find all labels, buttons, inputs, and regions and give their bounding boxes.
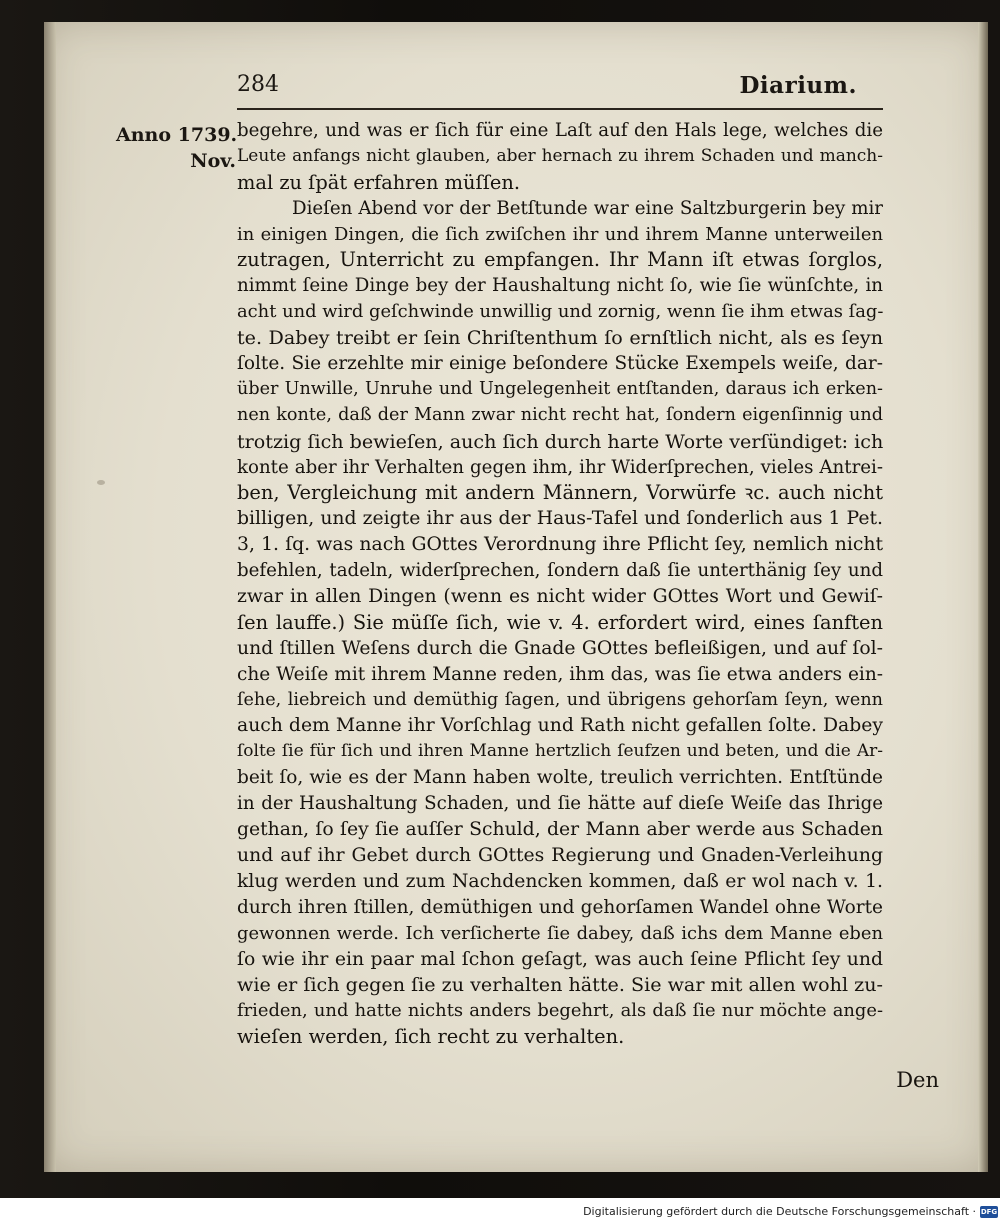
text-line: beit ſo, wie es der Mann haben wolte, treulich verrichten. Entſtünde	[237, 767, 883, 789]
text-line: ben, Vergleichung mit andern Männern, Vorwürfe ꝛc. auch nicht	[237, 481, 883, 505]
text-line: ſolte ſie für ſich und ihren Manne hertzlich ſeufzen und beten, und die Ar-	[237, 741, 883, 762]
ink-spot	[97, 480, 105, 485]
text-line: Dieſen Abend vor der Betſtunde war eine Saltzburgerin bey mir	[292, 197, 883, 219]
margin-note-month: Nov.	[190, 150, 236, 172]
text-line: konte aber ihr Verhalten gegen ihm, ihr Widerſprechen, vieles Antrei-	[237, 456, 883, 478]
text-line: 3, 1. ſq. was nach GOttes Verordnung ihre Pflicht ſey, nemlich nicht	[237, 534, 883, 556]
text-line: ſehe, liebreich und demüthig ſagen, und übrigens gehorſam ſeyn, wenn	[237, 689, 883, 710]
digitization-footer	[0, 1198, 1000, 1226]
text-line: über Unwille, Unruhe und Ungelegenheit entſtanden, daraus ich erken-	[237, 378, 883, 399]
text-line: che Weiſe mit ihrem Manne reden, ihm das, was ſie etwa anders ein-	[237, 663, 883, 685]
text-line: ſolte. Sie erzehlte mir einige beſondere Stücke Exempels weiſe, dar-	[237, 353, 883, 375]
text-line: trotzig ſich bewieſen, auch ſich durch harte Worte verſündiget: ich	[237, 429, 883, 453]
text-line: Leute anfangs nicht glauben, aber hernach zu ihrem Schaden und manch-	[237, 145, 883, 166]
text-line: in der Haushaltung Schaden, und ſie hätte auf dieſe Weiſe das Ihrige	[237, 793, 883, 815]
text-line: gewonnen werde. Ich verſicherte ſie dabey, daß ichs dem Manne eben	[237, 922, 883, 944]
text-line: ſo wie ihr ein paar mal ſchon geſagt, was auch ſeine Pflicht ſey und	[237, 948, 883, 970]
text-line: begehre, und was er ſich für eine Laſt auf den Hals lege, welches die	[237, 120, 883, 141]
text-line: durch ihren ſtillen, demüthigen und gehorſamen Wandel ohne Worte	[237, 896, 883, 918]
text-line: wie er ſich gegen ſie zu verhalten hätte. Sie war mit allen wohl zu-	[237, 973, 883, 997]
text-line: befehlen, tadeln, widerſprechen, ſondern daß ſie unterthänig ſey und	[237, 560, 883, 582]
running-head: Diarium.	[739, 72, 857, 99]
text-line: klug werden und zum Nachdencken kommen, daß er wol nach v. 1.	[237, 870, 883, 892]
page-edge	[978, 22, 988, 1172]
text-line: nen konte, daß der Mann zwar nicht recht hat, ſondern eigenſinnig und	[237, 404, 883, 425]
page-number: 284	[237, 72, 279, 97]
text-line: ſen lauffe.) Sie müſſe ſich, wie v. 4. erfordert wird, eines ſanften	[237, 610, 883, 634]
page-gutter	[44, 22, 56, 1172]
margin-note	[116, 122, 236, 174]
text-line: und ſtillen Weſens durch die Gnade GOttes befleißigen, und auf ſol-	[237, 637, 883, 659]
text-line: gethan, ſo ſey ſie auſſer Schuld, der Mann aber werde aus Schaden	[237, 819, 883, 841]
text-line: und auf ihr Gebet durch GOttes Regierung und Gnaden-Verleihung	[237, 844, 883, 866]
header-rule	[237, 108, 883, 110]
text-line: zwar in allen Dingen (wenn es nicht wider GOttes Wort und Gewiſ-	[237, 586, 883, 608]
text-line: in einigen Dingen, die ſich zwiſchen ihr und ihrem Manne unterweilen	[237, 223, 883, 245]
margin-note-year: Anno 1739.	[116, 124, 238, 146]
text-line: te. Dabey treibt er ſein Chriſtenthum ſo ernſtlich nicht, als es ſeyn	[237, 326, 883, 350]
dfg-logo: DFG	[980, 1208, 998, 1216]
text-line: zutragen, Unterricht zu empfangen. Ihr Mann iſt etwas ſorglos,	[237, 248, 883, 272]
text-line: mal zu ſpät erfahren müſſen.	[237, 170, 521, 194]
page-header	[237, 72, 857, 102]
text-line: auch dem Manne ihr Vorſchlag und Rath nicht gefallen ſolte. Dabey	[237, 715, 883, 737]
catchword: Den	[896, 1068, 939, 1092]
text-line: wieſen werden, ſich recht zu verhalten.	[237, 1025, 625, 1049]
body-text	[237, 118, 883, 1050]
text-line: frieden, und hatte nichts anders begehrt, als daß ſie nur möchte ange-	[237, 1000, 883, 1022]
text-line: acht und wird geſchwinde unwillig und zornig, wenn ſie ihm etwas ſag-	[237, 301, 883, 323]
text-line: nimmt ſeine Dinge bey der Haushaltung nicht ſo, wie ſie wünſchte, in	[237, 275, 883, 297]
text-line: billigen, und zeigte ihr aus der Haus-Tafel und ſonderlich aus 1 Pet.	[237, 508, 883, 530]
footer-credit: Digitalisierung gefördert durch die Deutsche Forschungsgemeinschaft ·	[583, 1205, 976, 1218]
